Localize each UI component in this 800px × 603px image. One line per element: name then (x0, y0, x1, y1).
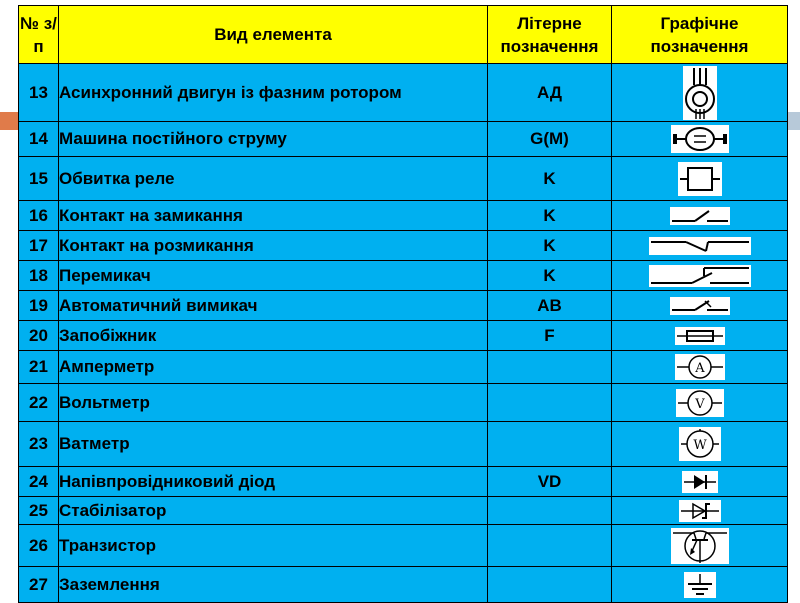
voltmeter-icon (675, 388, 725, 418)
row-element-name: Ватметр (59, 422, 488, 467)
row-symbol (612, 291, 788, 321)
row-element-name: Машина постійного струму (59, 122, 488, 157)
dc-machine-icon (670, 124, 730, 154)
changeover-switch-icon (648, 264, 752, 288)
row-element-name: Транзистор (59, 525, 488, 567)
normally-closed-contact-icon (648, 235, 752, 257)
row-element-name: Напівпровідниковий діод (59, 467, 488, 497)
table-row (19, 321, 788, 351)
ammeter-icon (674, 353, 726, 381)
row-number: 21 (19, 351, 59, 384)
row-letter: F (488, 321, 612, 351)
table-row (19, 64, 788, 122)
row-element-name: Запобіжник (59, 321, 488, 351)
row-letter: K (488, 261, 612, 291)
table-row (19, 422, 788, 467)
header-number: № з/п (19, 6, 59, 64)
row-number: 15 (19, 157, 59, 201)
row-number: 13 (19, 64, 59, 122)
row-number: 14 (19, 122, 59, 157)
ammeter-letter: A (694, 361, 705, 376)
row-symbol (612, 201, 788, 231)
row-symbol (612, 64, 788, 122)
row-symbol (612, 422, 788, 467)
row-symbol (612, 261, 788, 291)
row-element-name: Стабілізатор (59, 497, 488, 525)
row-number: 18 (19, 261, 59, 291)
row-element-name: Обвитка реле (59, 157, 488, 201)
row-element-name: Контакт на розмикання (59, 231, 488, 261)
wattmeter-letter: W (692, 438, 707, 453)
table-row (19, 201, 788, 231)
row-letter: АВ (488, 291, 612, 321)
table-row (19, 497, 788, 525)
row-number: 26 (19, 525, 59, 567)
row-number: 19 (19, 291, 59, 321)
table-row (19, 467, 788, 497)
row-symbol (612, 497, 788, 525)
row-symbol (612, 122, 788, 157)
row-symbol (612, 351, 788, 384)
row-number: 20 (19, 321, 59, 351)
table-row (19, 122, 788, 157)
row-symbol (612, 231, 788, 261)
table-row (19, 384, 788, 422)
table-row (19, 231, 788, 261)
wattmeter-icon (678, 426, 722, 462)
table-row (19, 157, 788, 201)
zener-stabilizer-icon (678, 499, 722, 523)
row-letter: K (488, 231, 612, 261)
row-element-name: Асинхронний двигун із фазним ротором (59, 64, 488, 122)
row-element-name: Автоматичний вимикач (59, 291, 488, 321)
row-element-name: Вольтметр (59, 384, 488, 422)
fuse-icon (674, 325, 726, 347)
row-symbol (612, 567, 788, 603)
header-graphic-designation: Графічне позначення (612, 6, 788, 64)
row-element-name: Заземлення (59, 567, 488, 603)
row-symbol (612, 321, 788, 351)
row-number: 23 (19, 422, 59, 467)
normally-open-contact-icon (669, 205, 731, 227)
row-letter: K (488, 157, 612, 201)
row-symbol (612, 157, 788, 201)
table-row (19, 291, 788, 321)
slide-accent-right (788, 112, 800, 130)
table-row (19, 567, 788, 603)
row-letter: G(M) (488, 122, 612, 157)
row-letter (488, 384, 612, 422)
row-letter: VD (488, 467, 612, 497)
diode-icon (681, 470, 719, 494)
row-letter: K (488, 201, 612, 231)
electrical-symbols-table (18, 5, 788, 603)
row-number: 22 (19, 384, 59, 422)
row-number: 16 (19, 201, 59, 231)
table-header-row (19, 6, 788, 64)
row-element-name: Контакт на замикання (59, 201, 488, 231)
transistor-icon (670, 527, 730, 565)
row-symbol (612, 467, 788, 497)
row-letter (488, 525, 612, 567)
table-row (19, 351, 788, 384)
circuit-breaker-icon (669, 295, 731, 317)
row-number: 24 (19, 467, 59, 497)
row-letter (488, 567, 612, 603)
table-row (19, 525, 788, 567)
voltmeter-letter: V (694, 396, 705, 412)
header-element-type: Вид елемента (59, 6, 488, 64)
row-symbol (612, 384, 788, 422)
row-number: 25 (19, 497, 59, 525)
header-letter-designation: Літерне позначення (488, 6, 612, 64)
row-letter (488, 422, 612, 467)
row-symbol (612, 525, 788, 567)
row-element-name: Амперметр (59, 351, 488, 384)
slide-accent-left (0, 112, 18, 130)
table-row (19, 261, 788, 291)
relay-coil-icon (677, 161, 723, 197)
row-letter: АД (488, 64, 612, 122)
induction-motor-wound-rotor-icon (680, 65, 720, 121)
row-number: 27 (19, 567, 59, 603)
row-letter (488, 497, 612, 525)
row-letter (488, 351, 612, 384)
ground-icon (683, 571, 717, 599)
row-number: 17 (19, 231, 59, 261)
row-element-name: Перемикач (59, 261, 488, 291)
